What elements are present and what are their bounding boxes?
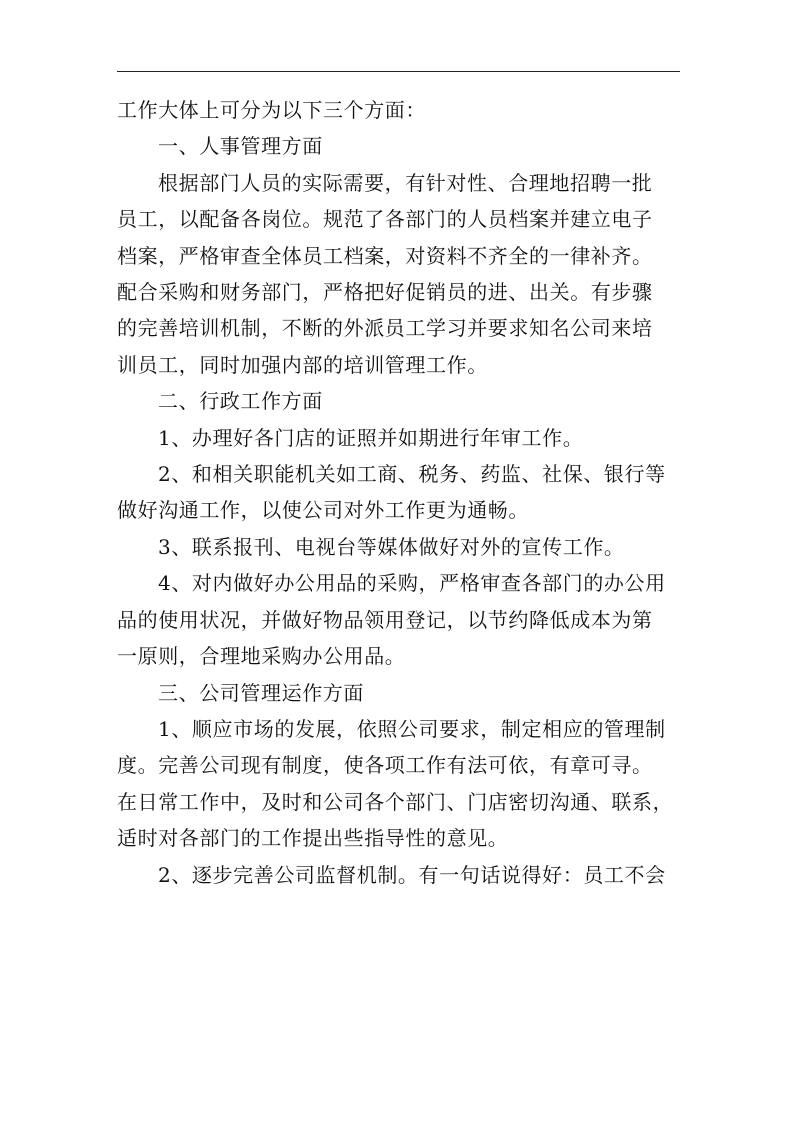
text-line: 根据部门人员的实际需要，有针对性、合理地招聘一批 <box>158 170 653 195</box>
text-line: 度。完善公司现有制度，使各项工作有法可依，有章可寻。 <box>117 753 653 778</box>
text-line: 2、和相关职能机关如工商、税务、药监、社保、银行等 <box>158 462 666 487</box>
text-line: 1、顺应市场的发展，依照公司要求，制定相应的管理制 <box>158 716 666 741</box>
text-line: 三、公司管理运作方面 <box>158 680 364 705</box>
text-line: 做好沟通工作，以使公司对外工作更为通畅。 <box>117 498 529 523</box>
text-line: 一、人事管理方面 <box>158 134 323 159</box>
text-line: 员工，以配备各岗位。规范了各部门的人员档案并建立电子 <box>117 207 653 232</box>
text-line: 4、对内做好办公用品的采购，严格审查各部门的办公用 <box>158 571 666 596</box>
text-line: 2、逐步完善公司监督机制。有一句话说得好：员工不会 <box>158 862 666 887</box>
text-line: 在日常工作中，及时和公司各个部门、门店密切沟通、联系， <box>117 789 674 814</box>
header-rule <box>117 71 680 72</box>
text-line: 的完善培训机制，不断的外派员工学习并要求知名公司来培 <box>117 316 653 341</box>
text-line: 二、行政工作方面 <box>158 389 323 414</box>
text-line: 一原则，合理地采购办公用品。 <box>117 644 406 669</box>
text-line: 工作大体上可分为以下三个方面： <box>117 98 426 122</box>
text-line: 适时对各部门的工作提出些指导性的意见。 <box>117 826 509 851</box>
text-line: 品的使用状况，并做好物品领用登记，以节约降低成本为第 <box>117 607 653 632</box>
text-line: 档案，严格审查全体员工档案，对资料不齐全的一律补齐。 <box>117 243 653 268</box>
text-line: 1、办理好各门店的证照并如期进行年审工作。 <box>158 425 584 450</box>
text-line: 配合采购和财务部门，严格把好促销员的进、出关。有步骤 <box>117 280 653 305</box>
text-line: 训员工，同时加强内部的培训管理工作。 <box>117 352 488 377</box>
document-body <box>117 92 680 893</box>
text-line: 3、联系报刊、电视台等媒体做好对外的宣传工作。 <box>158 534 625 559</box>
